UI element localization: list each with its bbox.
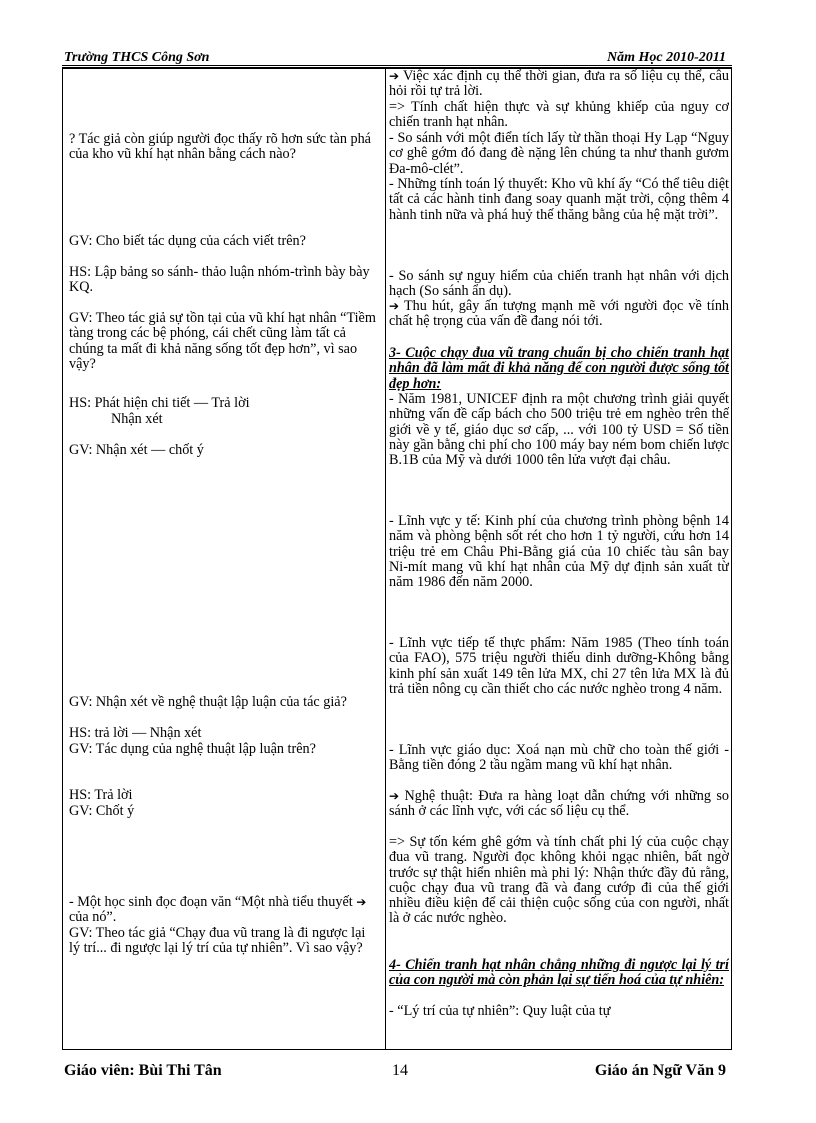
hs-answer-3: HS: Trả lời — [69, 787, 133, 803]
gv-question-argument-effect: GV: Tác dụng của nghệ thuật lập luận trên? — [69, 741, 316, 757]
gv-question-existence: GV: Theo tác giả sự tồn tại của vũ khí hạt nhân “Tiềm tàng trong các bệ phóng, cái chết cũng làm tất cả chúng ta mất đi khả năng sống tốt đẹp hơn”, vì sao vậy? — [69, 310, 376, 372]
hs-answer-comment-2: HS: trả lời — Nhận xét — [69, 725, 202, 741]
gv-question-against-reason: GV: Theo tác giả “Chạy đua vũ trang là đi ngược lại lý trí... đi ngược lại lý trí của tự nhiên”. Vì sao vậy? — [69, 925, 366, 957]
reading-text-end: của nó”. — [69, 909, 117, 926]
page-footer — [62, 1062, 732, 1084]
content-food: - Lĩnh vực tiếp tế thực phẩm: Năm 1985 (Theo tính toán của FAO), 575 triệu người thiếu dinh dưỡng-Không bằng kinh phí sản xuất 149 tên lửa MX, chỉ 27 tên lửa MX là đủ trả tiền nông cụ cần thiết cho các nước nghèo trong 4 năm. — [389, 635, 729, 697]
section-heading-4: 4- Chiến tranh hạt nhân chẳng những đi ngược lại lý trí của con người mà còn phản lại sự tiến hoá của tự nhiên: — [389, 957, 729, 989]
content-art: ➔ Nghệ thuật: Đưa ra hàng loạt dẫn chứng với những so sánh ở các lĩnh vực, với các số liệu cụ thể. — [389, 788, 729, 820]
hs-answer-details: HS: Phát hiện chi tiết — Trả lời — [69, 395, 250, 411]
gv-question-effect: GV: Cho biết tác dụng của cách viết trên? — [69, 233, 306, 249]
page-header — [62, 50, 732, 66]
content-theory: - Những tính toán lý thuyết: Kho vũ khí ấy “Có thể tiêu diệt tất cả các hành tinh đang soay quanh mặt trời, cộng thêm 4 hành tinh nữa và phá huỷ thế thăng bằng của hệ mặt trời”. — [389, 176, 729, 223]
arrow-right-icon: ➔ — [389, 69, 400, 83]
student-reading-instruction — [69, 895, 379, 926]
content-cost-conclusion: => Sự tốn kém ghê gớm và tính chất phi lý của cuộc chạy đua vũ trang. Người đọc không khỏi ngạc nhiên, bất ngờ trước sự thật hiển nhiên mà phi lý: Nhận thức đầy đủ rằng, cuộc chạy đua vũ trang đã và đang cướp đi của thế giới nhiều điều kiện để cải thiện cuộc sống của con người, nhất là ở các nước nghèo. — [389, 834, 729, 927]
column-divider — [385, 69, 386, 1049]
hs-answer-compare-table: HS: Lập bảng so sánh- thảo luận nhóm-trình bày bày KQ. — [69, 264, 370, 296]
gv-question-argument-art: GV: Nhận xét về nghệ thuật lập luận của tác giả? — [69, 694, 347, 710]
teacher-name: Giáo viên: Bùi Thi Tân — [64, 1062, 222, 1079]
content-column — [389, 69, 729, 1049]
school-name: Trường THCS Công Sơn — [64, 50, 210, 65]
content-damocles: - So sánh với một điển tích lấy từ thần thoại Hy Lạp “Nguy cơ ghê gớm đó đang đè nặng lên chúng ta như thanh gươm Đa-mô-clét”. — [389, 130, 729, 177]
document-title: Giáo án Ngữ Văn 9 — [594, 1062, 726, 1079]
gv-conclusion-1: GV: Nhận xét — chốt ý — [69, 442, 204, 458]
arrow-right-icon: ➔ — [389, 299, 400, 313]
page-number: 14 — [392, 1062, 408, 1079]
content-education: - Lĩnh vực giáo dục: Xoá nạn mù chữ cho toàn thế giới - Bằng tiền đóng 2 tầu ngầm mang vũ khí hạt nhân. — [389, 742, 729, 774]
content-nature-reason: - “Lý trí của tự nhiên”: Quy luật của tự — [389, 1003, 611, 1019]
content-reality: => Tính chất hiện thực và sự khủng khiếp của nguy cơ chiến tranh hạt nhân. — [389, 99, 729, 131]
arrow-right-icon: ➔ — [389, 789, 400, 803]
gv-conclusion-2: GV: Chốt ý — [69, 803, 135, 819]
arrow-right-icon: ➔ — [356, 895, 367, 909]
content-unicef: - Năm 1981, UNICEF định ra một chương trình giải quyết những vấn đề cấp bách cho 500 triệu trẻ em nghèo trên thế giới về y tế, giáo dục sơ cấp, ... với 100 tỷ USD = Số tiền này gần bằng chi phí cho 100 máy bay ném bom chiến lược B.1B của Mỹ và dưới 1000 tên lửa vượt đại châu. — [389, 391, 729, 469]
reading-text-start: - Một học sinh đọc đoạn văn “Một nhà tiểu thuyết — [69, 894, 353, 910]
content-health: - Lĩnh vực y tế: Kinh phí của chương trình phòng bệnh 14 năm và phòng bệnh sốt rét cho hơn 1 tỷ người, cứu hơn 14 triệu trẻ em Châu Phi-Bằng giá của 10 chiếc tàu sân bay Ni-mít mang vũ khí hạt nhân của Mỹ dự định sản xuất từ năm 1986 đến năm 2000. — [389, 513, 729, 591]
hs-answer-comment: Nhận xét — [111, 411, 163, 427]
content-plague-comparison: - So sánh sự nguy hiểm của chiến tranh hạt nhân với dịch hạch (So sánh ẩn dụ). — [389, 268, 729, 300]
content-impression: ➔ Thu hút, gây ấn tượng mạnh mẽ với người đọc về tính chất hệ trọng của vấn đề đang nói tới. — [389, 298, 729, 330]
question-destructive-power: ? Tác giả còn giúp người đọc thấy rõ hơn sức tàn phá của kho vũ khí hạt nhân bằng cách nào? — [69, 131, 371, 163]
section-heading-3: 3- Cuộc chạy đua vũ trang chuẩn bị cho chiến tranh hạt nhân đã làm mất đi khả năng để con người được sống tốt đẹp hơn: — [389, 345, 729, 392]
content-time-figures: ➔ Việc xác định cụ thể thời gian, đưa ra số liệu cụ thể, câu hỏi rồi tự trả lời. — [389, 69, 729, 100]
header-rule — [62, 65, 732, 66]
school-year: Năm Học 2010-2011 — [607, 50, 726, 65]
teacher-activity-column — [69, 69, 379, 1049]
lesson-table — [62, 68, 732, 1050]
